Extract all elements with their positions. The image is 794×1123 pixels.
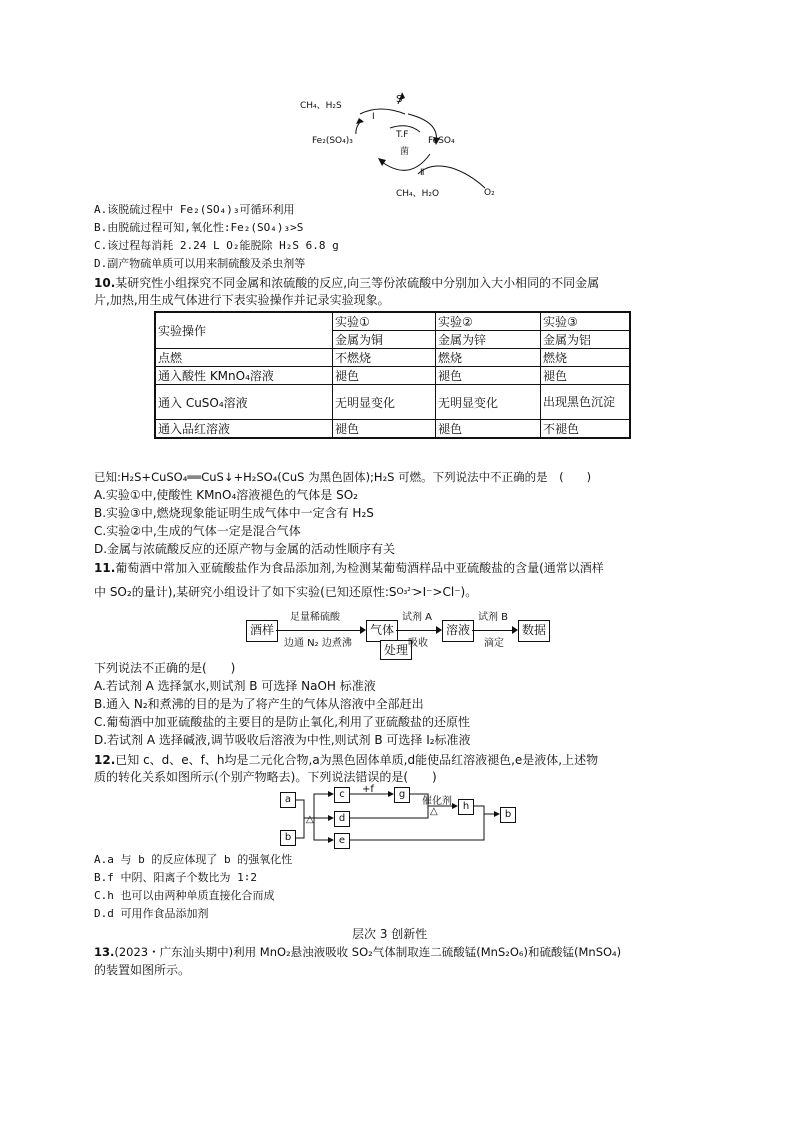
- table-cell: 褪色: [333, 367, 436, 385]
- q11-number: 11.: [94, 561, 116, 575]
- table-header-operation: 实验操作: [155, 312, 333, 349]
- section-title: 层次 3 创新性: [352, 927, 428, 941]
- table-cell: 通入 CuSO₄溶液: [155, 385, 333, 420]
- flow-arrow-3-bottom: 滴定: [484, 638, 504, 649]
- cycle-bottom-left: CH₄、H₂O: [396, 189, 440, 199]
- q11-stem-2: 中 SO₂的量计),某研究小组设计了如下实验(已知还原性:S: [94, 585, 397, 599]
- table-row: [155, 420, 630, 439]
- flow-arrow-2: [396, 630, 440, 631]
- q12-line-2: 质的转化关系如图所示(个别产物略去)。下列说法错误的是( ): [94, 770, 437, 784]
- table-header-exp2: 实验②: [436, 312, 541, 331]
- q11-line-1: [94, 560, 604, 576]
- q13-line-1: [94, 944, 621, 960]
- q13-stem-1: (2023・广东汕头期中)利用 MnO₂悬浊液吸收 SO₂气体制取连二硫酸锰(MnS₂O₆)和硫酸锰(MnSO₄): [114, 945, 622, 959]
- q11-flow-diagram: [246, 602, 550, 660]
- flow-box-gas: 气体: [366, 620, 398, 642]
- node-a: a: [280, 792, 296, 808]
- node-g: g: [394, 787, 410, 803]
- table-row: [155, 367, 630, 385]
- cycle-center-1: T.F: [396, 130, 409, 140]
- q11-stem-2-tail: >I⁻>Cl⁻)。: [412, 585, 478, 599]
- table-row: [155, 312, 630, 331]
- q11-option-d: D.若试剂 A 选择碱液,调节吸收后溶液为中性,则试剂 B 可选择 I₂标准液: [94, 733, 471, 747]
- q10-option-c: C.实验②中,生成的气体一定是混合气体: [94, 524, 301, 538]
- flow-arrow-3-top: 试剂 B: [478, 612, 509, 623]
- table-cell: 燃烧: [541, 349, 631, 367]
- table-cell: 无明显变化: [436, 385, 541, 420]
- q9-option-c: C.该过程每消耗 2.24 L O₂能脱除 H₂S 6.8 g: [94, 239, 339, 252]
- flow-box-process: 处理: [380, 640, 412, 660]
- q12-number: 12.: [94, 753, 116, 767]
- flow-box-wine-sample: 酒样: [246, 620, 278, 642]
- table-cell: 褪色: [436, 367, 541, 385]
- q13-line-2: 的装置如图所示。: [94, 963, 191, 977]
- q11-ion-superscript: O₃²⁻: [396, 587, 416, 597]
- q13-number: 13.: [94, 945, 115, 959]
- q12-option-a: A.a 与 b 的反应体现了 b 的强氧化性: [94, 853, 293, 866]
- cycle-center-2: 菌: [400, 147, 410, 157]
- node-h: h: [458, 799, 474, 815]
- q12-stem-1: 已知 c、d、e、f、h均是二元化合物,a为黑色固体单质,d能使品红溶液褪色,e是液体,上述物: [115, 753, 599, 767]
- cycle-left-mid: Fe₂(SO₄)₃: [312, 136, 353, 146]
- q12-option-b: B.f 中阴、阳离子个数比为 1∶2: [94, 871, 257, 884]
- table-header-exp1: 实验①: [333, 312, 436, 331]
- flow-box-solution: 溶液: [442, 620, 474, 642]
- q10-option-a: A.实验①中,使酸性 KMnO₄溶液褪色的气体是 SO₂: [94, 488, 358, 502]
- table-metal-2: 金属为锌: [436, 331, 541, 349]
- q11-line-2: [94, 584, 477, 600]
- q9-option-d: D.副产物硫单质可以用来制硫酸及杀虫剂等: [94, 257, 306, 270]
- table-cell: 燃烧: [436, 349, 541, 367]
- catalyst-label: 催化剂: [422, 796, 452, 807]
- q10-number: 10.: [94, 276, 116, 290]
- cycle-right-mid: FeSO₄: [428, 136, 455, 146]
- table-cell: 褪色: [333, 420, 436, 439]
- table-cell: 褪色: [541, 367, 631, 385]
- q10-line-1: [94, 275, 599, 291]
- table-header-exp3: 实验③: [541, 312, 631, 331]
- q9-option-b: B.由脱硫过程可知,氧化性:Fe₂(SO₄)₃>S: [94, 221, 304, 234]
- q12-line-1: [94, 752, 598, 768]
- table-cell: 无明显变化: [333, 385, 436, 420]
- node-b-product: b: [500, 807, 516, 823]
- q11-option-a: A.若试剂 A 选择氯水,则试剂 B 可选择 NaOH 标准液: [94, 679, 376, 693]
- q12-option-c: C.h 也可以由两种单质直接化合而成: [94, 889, 275, 902]
- cycle-diagram: [290, 92, 520, 204]
- flow-arrow-1: [276, 630, 364, 631]
- q9-option-a: A.该脱硫过程中 Fe₂(SO₄)₃可循环利用: [94, 203, 295, 216]
- cycle-bottom-right: O₂: [484, 188, 495, 198]
- q11-option-b: B.通入 N₂和煮沸的目的是为了将产生的气体从溶液中全部赶出: [94, 697, 424, 711]
- cycle-left-top: CH₄、H₂S: [300, 101, 342, 111]
- table-cell: 褪色: [436, 420, 541, 439]
- q12-option-d: D.d 可用作食品添加剂: [94, 907, 209, 920]
- table-row: [155, 349, 630, 367]
- flow-arrow-2-bottom: 吸收: [408, 638, 428, 649]
- q11-option-c: C.葡萄酒中加亚硫酸盐的主要目的是防止氧化,利用了亚硫酸盐的还原性: [94, 715, 471, 729]
- flow-arrow-2-top: 试剂 A: [402, 612, 433, 623]
- node-c: c: [334, 787, 350, 803]
- q10-option-d: D.金属与浓硫酸反应的还原产物与金属的活动性顺序有关: [94, 542, 396, 556]
- experiment-table: [154, 311, 631, 439]
- table-cell: 点燃: [155, 349, 333, 367]
- q10-line-2: 片,加热,用生成气体进行下表实验操作并记录实验现象。: [94, 293, 390, 307]
- q10-stem-1: 某研究性小组探究不同金属和浓硫酸的反应,向三等份浓硫酸中分别加入大小相同的不同金属: [115, 276, 600, 290]
- table-metal-3: 金属为铝: [541, 331, 631, 349]
- flow-arrow-1-bottom: 边通 N₂ 边煮沸: [284, 638, 352, 649]
- table-cell: 通入品红溶液: [155, 420, 333, 439]
- node-e: e: [334, 833, 350, 849]
- table-cell: 不燃烧: [333, 349, 436, 367]
- q10-option-b: B.实验③中,燃烧现象能证明生成气体中一定含有 H₂S: [94, 506, 374, 520]
- q11-stem-1: 葡萄酒中常加入亚硫酸盐作为食品添加剂,为检测某葡萄酒样品中亚硫酸盐的含量(通常以酒样: [115, 561, 604, 575]
- cycle-step-1: Ⅰ: [372, 112, 375, 122]
- node-d: d: [334, 811, 350, 827]
- table-metal-1: 金属为铜: [333, 331, 436, 349]
- cycle-s-label: S: [396, 94, 403, 105]
- node-b: b: [280, 830, 296, 846]
- cycle-step-2: Ⅱ: [420, 168, 425, 178]
- flow-arrow-3: [472, 630, 516, 631]
- flow-arrow-1-top: 足量稀硫酸: [290, 612, 340, 623]
- q11-stem: 下列说法不正确的是( ): [94, 661, 236, 675]
- table-cell: 不褪色: [541, 420, 631, 439]
- table-row: [155, 385, 630, 420]
- table-cell: 出现黑色沉淀: [541, 385, 631, 420]
- heat-symbol-2: △: [430, 806, 438, 817]
- q10-known: 已知:H₂S+CuSO₄══CuS↓+H₂SO₄(CuS 为黑色固体);H₂S 可燃。下列说法中不正确的是 ( ): [94, 470, 592, 484]
- q12-flow-diagram: [278, 784, 520, 854]
- heat-symbol: △: [306, 814, 314, 825]
- plus-f-label: +f: [362, 784, 374, 795]
- flow-box-data: 数据: [518, 620, 550, 642]
- table-cell: 通入酸性 KMnO₄溶液: [155, 367, 333, 385]
